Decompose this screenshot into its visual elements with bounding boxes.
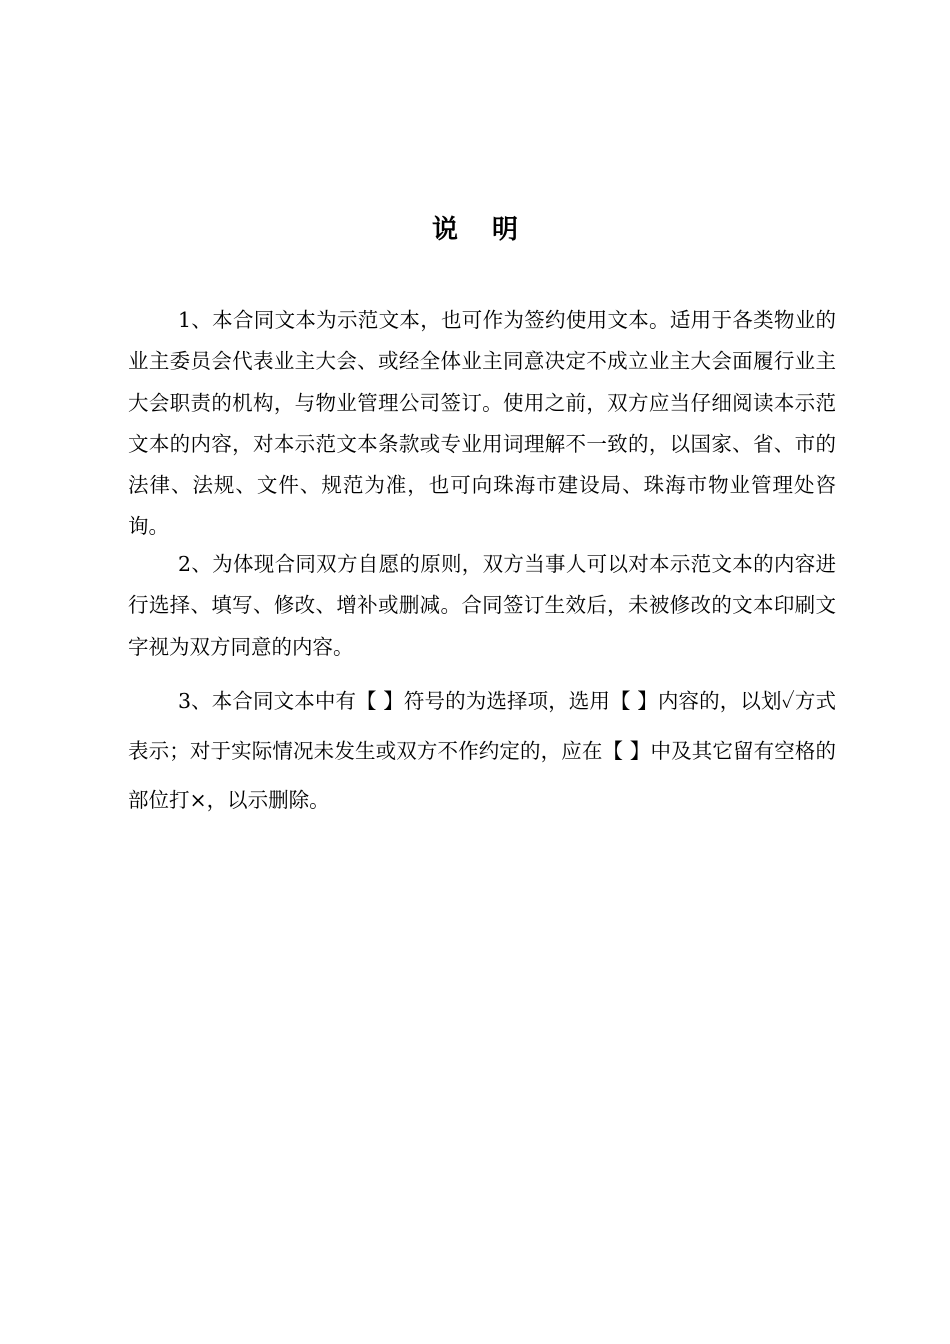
paragraph-2: 2、为体现合同双方自愿的原则，双方当事人可以对本示范文本的内容进行选择、填写、修改、增补或删减。合同签订生效后，未被修改的文本印刷文字视为双方同意的内容。 [128, 552, 836, 659]
page-title: 说明 [431, 215, 552, 245]
paragraph-1: 1、本合同文本为示范文本，也可作为签约使用文本。适用于各类物业的业主委员会代表业主大会、或经全体业主同意决定不成立业主大会面履行业主大会职责的机构，与物业管理公司签订。使用之前，双方应当仔细阅读本示范文本的内容，对本示范文本条款或专业用词理解不一致的，以国家、省、市的法律、法规、文件、规范为准，也可向珠海市建设局、珠海市物业管理处咨询。 [128, 308, 836, 539]
paragraph-3: 3、本合同文本中有【 】符号的为选择项，选用【 】内容的，以划✓方式表示；对于实际情况未发生或双方不作约定的，应在【 】中及其它留有空格的部位打×，以示删除。 [128, 689, 836, 812]
